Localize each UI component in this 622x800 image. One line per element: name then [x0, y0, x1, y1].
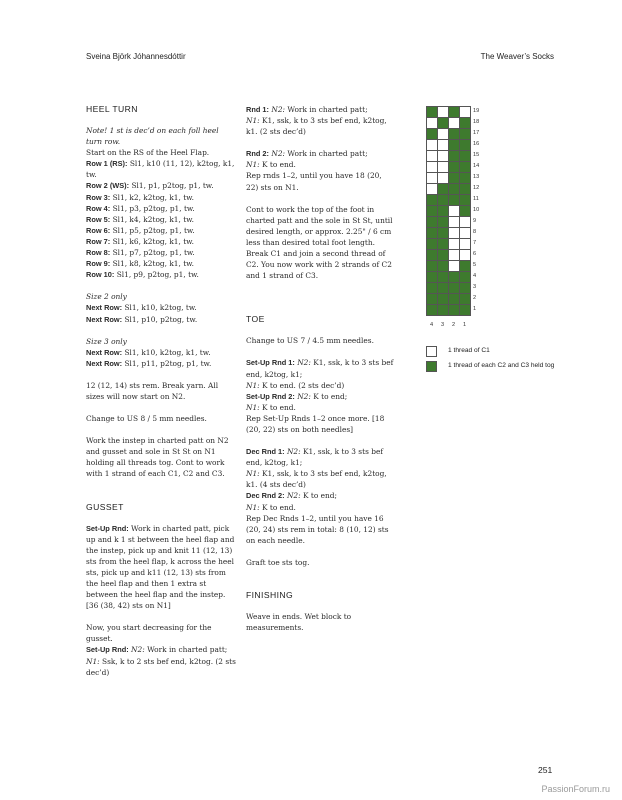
chart-cell [449, 195, 460, 206]
chart-cell [460, 151, 471, 162]
toe-setup2-n2: N2: [294, 391, 311, 401]
instruction-row [86, 358, 236, 369]
chart-cell [449, 118, 460, 129]
instruction-row [86, 225, 236, 236]
chart-cell [427, 173, 438, 184]
gusset-setup2-label: Set-Up Rnd: [86, 645, 129, 655]
chart-cell [438, 107, 449, 118]
chart-cell [438, 206, 449, 217]
rnd2-n1: N1: [246, 160, 260, 170]
toe-setup1-text: K1, ssk, k to 3 sts bef end, k2tog, k1; [246, 358, 394, 379]
chart-cell [460, 261, 471, 272]
rnd1-text: Work in charted patt; [285, 105, 368, 114]
note-text: 1 st is dec’d on each foll heel turn row. [86, 126, 219, 147]
chart-cell [427, 107, 438, 118]
row-text: Sl1, p5, p2tog, p1, tw. [110, 225, 195, 235]
heel-turn-note [86, 125, 236, 147]
rnd1-label: Rnd 1: [246, 105, 269, 114]
toe-dec1-label: Dec Rnd 1: [246, 447, 285, 457]
instruction-row [86, 347, 236, 358]
chart-cell [438, 294, 449, 305]
chart-row-number: 16 [473, 141, 480, 147]
toe-setup2-line [246, 391, 396, 402]
chart-cell [427, 228, 438, 239]
heel-turn-start: Start on the RS of the Heel Flap. [86, 148, 210, 158]
chart-row-number: 17 [473, 130, 480, 136]
gusset-setup2-n1-line [86, 656, 236, 678]
chart-cell [460, 107, 471, 118]
chart-cell [438, 129, 449, 140]
chart-cell [438, 173, 449, 184]
chart-row-number: 19 [473, 108, 480, 114]
chart-row-number: 8 [473, 229, 477, 235]
chart-cell [460, 294, 471, 305]
chart-column-number: 3 [440, 322, 445, 328]
row-text: Sl1, k10, k2tog, k1, tw. [122, 347, 211, 357]
toe-dec1-n1-line [246, 468, 396, 490]
row-text: Sl1, p1, p2tog, p1, tw. [129, 181, 214, 191]
toe-dec1-line [246, 446, 396, 468]
legend-item [426, 361, 554, 370]
toe-setup2-n1-text: K to end. [259, 402, 296, 412]
chart-cell [438, 195, 449, 206]
size2-rows [86, 302, 236, 324]
row-text: Sl1, k6, k2tog, k1, tw. [110, 236, 194, 246]
instruction-row [86, 203, 236, 214]
gusset-setup2 [86, 644, 236, 655]
chart-cell [449, 107, 460, 118]
chart-cell [449, 151, 460, 162]
chart-cell [427, 305, 438, 316]
chart-cell [460, 206, 471, 217]
gusset-setup2-n1: N1: [86, 656, 100, 666]
chart-row-number: 4 [473, 273, 477, 279]
gusset-setup2-text: Work in charted patt; [144, 645, 228, 655]
instruction-row [86, 314, 236, 325]
chart-cell [438, 151, 449, 162]
gusset-setup2-n2: N2: [128, 645, 145, 655]
running-header-author: Sveina Björk Jóhannesdóttir [86, 52, 186, 61]
row-text: Sl1, k10, k2tog, tw. [122, 303, 197, 313]
toe-repeat-dec: Rep Dec Rnds 1–2, until you have 16 (20, 24) sts rem in total: 8 (10, 12) sts on each needle. [246, 513, 389, 545]
change-needles: Change to US 8 / 5 mm needles. [86, 414, 207, 424]
sts-remaining: 12 (12, 14) sts rem. Break yarn. All sizes will now start on N2. [86, 380, 219, 401]
toe-heading: TOE [246, 314, 265, 325]
chart-cell [460, 184, 471, 195]
instruction-row [86, 302, 236, 313]
toe-dec1-n1-text: K1, ssk, k to 3 sts bef end, k2tog, k1. (4 sts dec’d) [246, 469, 387, 490]
chart-cell [427, 272, 438, 283]
chart-cell [438, 118, 449, 129]
chart-row-number: 7 [473, 240, 477, 246]
chart-cell [427, 217, 438, 228]
chart-cell [460, 217, 471, 228]
chart-cell [460, 305, 471, 316]
chart-cell [449, 294, 460, 305]
chart-cell [438, 228, 449, 239]
row-text: Sl1, k8, k2tog, k1, tw. [110, 259, 194, 269]
legend-swatch-green [426, 361, 437, 372]
toe-setup1-n1: N1: [246, 380, 260, 390]
chart-cell [427, 118, 438, 129]
chart-row-number: 13 [473, 174, 480, 180]
row-label: Next Row: [86, 358, 123, 368]
chart-row-number: 11 [473, 196, 479, 202]
gusset-decreasing: Now, you start decreasing for the gusset. [86, 623, 212, 644]
finishing-text: Weave in ends. Wet block to measurements. [246, 612, 352, 633]
chart-row-number: 2 [473, 295, 477, 301]
size3-label: Size 3 only [86, 336, 127, 346]
chart-cell [460, 140, 471, 151]
chart-cell [427, 294, 438, 305]
row-label: Row 4: [86, 203, 111, 213]
chart-cell [449, 217, 460, 228]
toe-setup2-n1: N1: [246, 402, 260, 412]
row-text: Sl1, p11, p2tog, p1, tw. [122, 358, 212, 368]
chart-row-number: 6 [473, 251, 477, 257]
row-text: Sl1, p9, p2tog, p1, tw. [114, 270, 199, 280]
toe-dec2-n1-text: K to end. [259, 502, 296, 512]
chart-cell [449, 228, 460, 239]
row-label: Row 1 (RS): [86, 159, 128, 169]
size2-label: Size 2 only [86, 292, 127, 302]
toe-setup2-text: K to end; [310, 391, 348, 401]
rnd2-line [246, 148, 396, 159]
size3-rows [86, 347, 236, 369]
chart-cell [449, 173, 460, 184]
row-text: Sl1, k4, k2tog, k1, tw. [110, 214, 194, 224]
chart-cell [427, 151, 438, 162]
rnd1-n1: N1: [246, 116, 260, 126]
chart-cell [460, 162, 471, 173]
row-text: Sl1, p7, p2tog, p1, tw. [110, 248, 195, 258]
rnd1-n2: N2: [269, 105, 286, 114]
chart-row-number: 15 [473, 152, 480, 158]
gusset-setup2-n1-text: Ssk, k to 2 sts bef end, k2tog. (2 sts dec’d) [86, 656, 236, 677]
toe-dec1-n2: N2: [284, 447, 301, 457]
toe-graft: Graft toe sts tog. [246, 557, 310, 567]
toe-dec2-text: K to end; [300, 491, 337, 501]
rnd2-n2: N2: [269, 149, 286, 159]
instruction-row [86, 180, 236, 191]
chart-cell [427, 162, 438, 173]
chart-row-number: 18 [473, 119, 480, 125]
chart-row-number: 10 [473, 207, 480, 213]
chart-grid [426, 106, 471, 316]
toe-change-needles: Change to US 7 / 4.5 mm needles. [246, 336, 374, 346]
heel-turn-heading: HEEL TURN [86, 104, 138, 114]
toe-dec2-line [246, 490, 396, 501]
row-label: Next Row: [86, 303, 123, 313]
chart-cell [438, 140, 449, 151]
running-header-title: The Weaver’s Socks [480, 52, 554, 61]
instruction-row [86, 214, 236, 225]
chart-cell [438, 261, 449, 272]
gusset-setup-label: Set-Up Rnd: [86, 523, 129, 533]
chart-cell [438, 162, 449, 173]
toe-setup1-n2: N2: [294, 358, 311, 368]
toe-repeat-setup: Rep Set-Up Rnds 1–2 once more. [18 (20, 22) sts on both needles] [246, 413, 385, 434]
chart-column-number: 4 [429, 322, 434, 328]
chart-cell [460, 228, 471, 239]
chart-cell [460, 129, 471, 140]
chart-cell [460, 283, 471, 294]
chart-row-number: 12 [473, 185, 480, 191]
gusset-setup [86, 523, 236, 612]
row-label: Row 2 (WS): [86, 181, 130, 191]
row-label: Row 10: [86, 270, 115, 280]
rnd-repeat: Rep rnds 1–2, until you have 18 (20, 22) sts on N1. [246, 171, 382, 192]
row-label: Row 6: [86, 225, 111, 235]
chart-cell [460, 239, 471, 250]
toe-setup1-n1-line [246, 380, 396, 391]
chart-cell [449, 184, 460, 195]
column-left [86, 104, 236, 678]
instruction-row [86, 269, 236, 280]
row-text: Sl1, p10, p2tog, tw. [122, 314, 198, 324]
row-text: Sl1, k10 (11, 12), k2tog, k1, tw. [86, 159, 235, 180]
chart-cell [449, 206, 460, 217]
chart-cell [449, 283, 460, 294]
toe-setup2-n1-line [246, 402, 396, 413]
instruction-row [86, 192, 236, 203]
chart-row-number: 3 [473, 284, 477, 290]
instruction-row [86, 158, 236, 180]
chart-cell [438, 305, 449, 316]
instruction-row [86, 236, 236, 247]
chart-cell [460, 272, 471, 283]
rnd2-n1-text: K to end. [259, 160, 296, 170]
heel-turn-rows [86, 158, 236, 280]
chart-cell [449, 272, 460, 283]
row-label: Row 3: [86, 192, 111, 202]
chart-cell [460, 173, 471, 184]
rnd2-n1-line [246, 159, 396, 170]
chart-cell [449, 305, 460, 316]
chart-cell [427, 261, 438, 272]
chart-row-number: 1 [473, 306, 477, 312]
chart-cell [427, 206, 438, 217]
chart-row-number: 5 [473, 262, 477, 268]
chart-cell [427, 239, 438, 250]
chart-cell [427, 129, 438, 140]
continue-foot: Cont to work the top of the foot in charted patt and the sole in St St, until desired length, or approx. 2.25" / 6 cm less than desired total foot length. Break C1 and join a second thread of C2. You now work with 2 strands of C2 and 1 strand of C3. [246, 204, 393, 281]
row-label: Row 9: [86, 259, 111, 269]
rnd1-n1-text: K1, ssk, k to 3 sts bef end, k2tog, k1. (2 sts dec’d) [246, 116, 387, 137]
row-label: Row 5: [86, 214, 111, 224]
toe-setup1-n1-text: K to end. (2 sts dec’d) [259, 380, 345, 390]
chart-cell [460, 118, 471, 129]
rnd2-label: Rnd 2: [246, 149, 269, 159]
chart-legend [426, 346, 554, 376]
chart-cell [449, 261, 460, 272]
column-middle [246, 104, 396, 633]
chart-cell [449, 140, 460, 151]
row-label: Next Row: [86, 347, 123, 357]
work-instep: Work the instep in charted patt on N2 and gusset and sole in St St on N1 holding all threads tog. Cont to work with 1 strand of each C1, C2 and C3. [86, 436, 229, 479]
instruction-row [86, 258, 236, 269]
chart-column-number: 2 [451, 322, 456, 328]
toe-setup1-label: Set-Up Rnd 1: [246, 358, 295, 368]
legend-item [426, 346, 554, 355]
chart-row-number: 9 [473, 218, 477, 224]
row-text: Sl1, p3, p2tog, p1, tw. [110, 203, 195, 213]
finishing-heading: FINISHING [246, 590, 294, 600]
chart-cell [449, 250, 460, 261]
chart-cell [438, 184, 449, 195]
chart-cell [427, 250, 438, 261]
row-label: Row 7: [86, 236, 111, 246]
chart-cell [427, 140, 438, 151]
toe-dec1-n1: N1: [246, 469, 260, 479]
chart-cell [438, 217, 449, 228]
rnd1-line [246, 104, 396, 115]
watermark: PassionForum.ru [541, 784, 610, 794]
toe-setup2-label: Set-Up Rnd 2: [246, 391, 295, 401]
chart-cell [449, 239, 460, 250]
toe-dec2-label: Dec Rnd 2: [246, 491, 285, 501]
gusset-heading: GUSSET [86, 501, 124, 512]
chart-cell [460, 195, 471, 206]
chart-cell [438, 272, 449, 283]
page-number: 251 [538, 765, 553, 775]
chart-cell [449, 162, 460, 173]
rnd2-text: Work in charted patt; [285, 149, 368, 159]
toe-dec2-n2: N2: [284, 491, 301, 501]
chart-column-number: 1 [462, 322, 467, 328]
chart-cell [427, 283, 438, 294]
legend-label: 1 thread of each C2 and C3 held tog [448, 362, 555, 369]
legend-label: 1 thread of C1 [448, 347, 490, 354]
rnd1-n1-line [246, 115, 396, 137]
chart-row-number: 14 [473, 163, 480, 169]
chart-cell [449, 129, 460, 140]
colorwork-chart [426, 106, 480, 328]
chart-cell [438, 239, 449, 250]
toe-dec2-n1-line [246, 502, 396, 513]
toe-dec1-text: K1, ssk, k to 3 sts bef end, k2tog, k1; [246, 447, 384, 468]
chart-cell [438, 250, 449, 261]
toe-dec2-n1: N1: [246, 502, 260, 512]
legend-swatch-white [426, 346, 437, 357]
row-label: Next Row: [86, 314, 123, 324]
chart-cell [427, 195, 438, 206]
note-label: Note! [86, 126, 108, 135]
row-text: Sl1, k2, k2tog, k1, tw. [110, 192, 194, 202]
toe-setup1-line [246, 357, 396, 379]
instruction-row [86, 247, 236, 258]
gusset-setup-text: Work in charted patt, pick up and k 1 st between the heel flap and the instep, pick up and knit 11 (12, 13) sts from the heel flap, k across the heel sts, pick up and k11 (12, 13) sts from the heel flap and then 1 extra st between the heel flap and the instep. [36 (38, 42) sts on N1] [86, 523, 235, 611]
row-label: Row 8: [86, 248, 111, 258]
chart-cell [438, 283, 449, 294]
chart-cell [427, 184, 438, 195]
chart-cell [460, 250, 471, 261]
